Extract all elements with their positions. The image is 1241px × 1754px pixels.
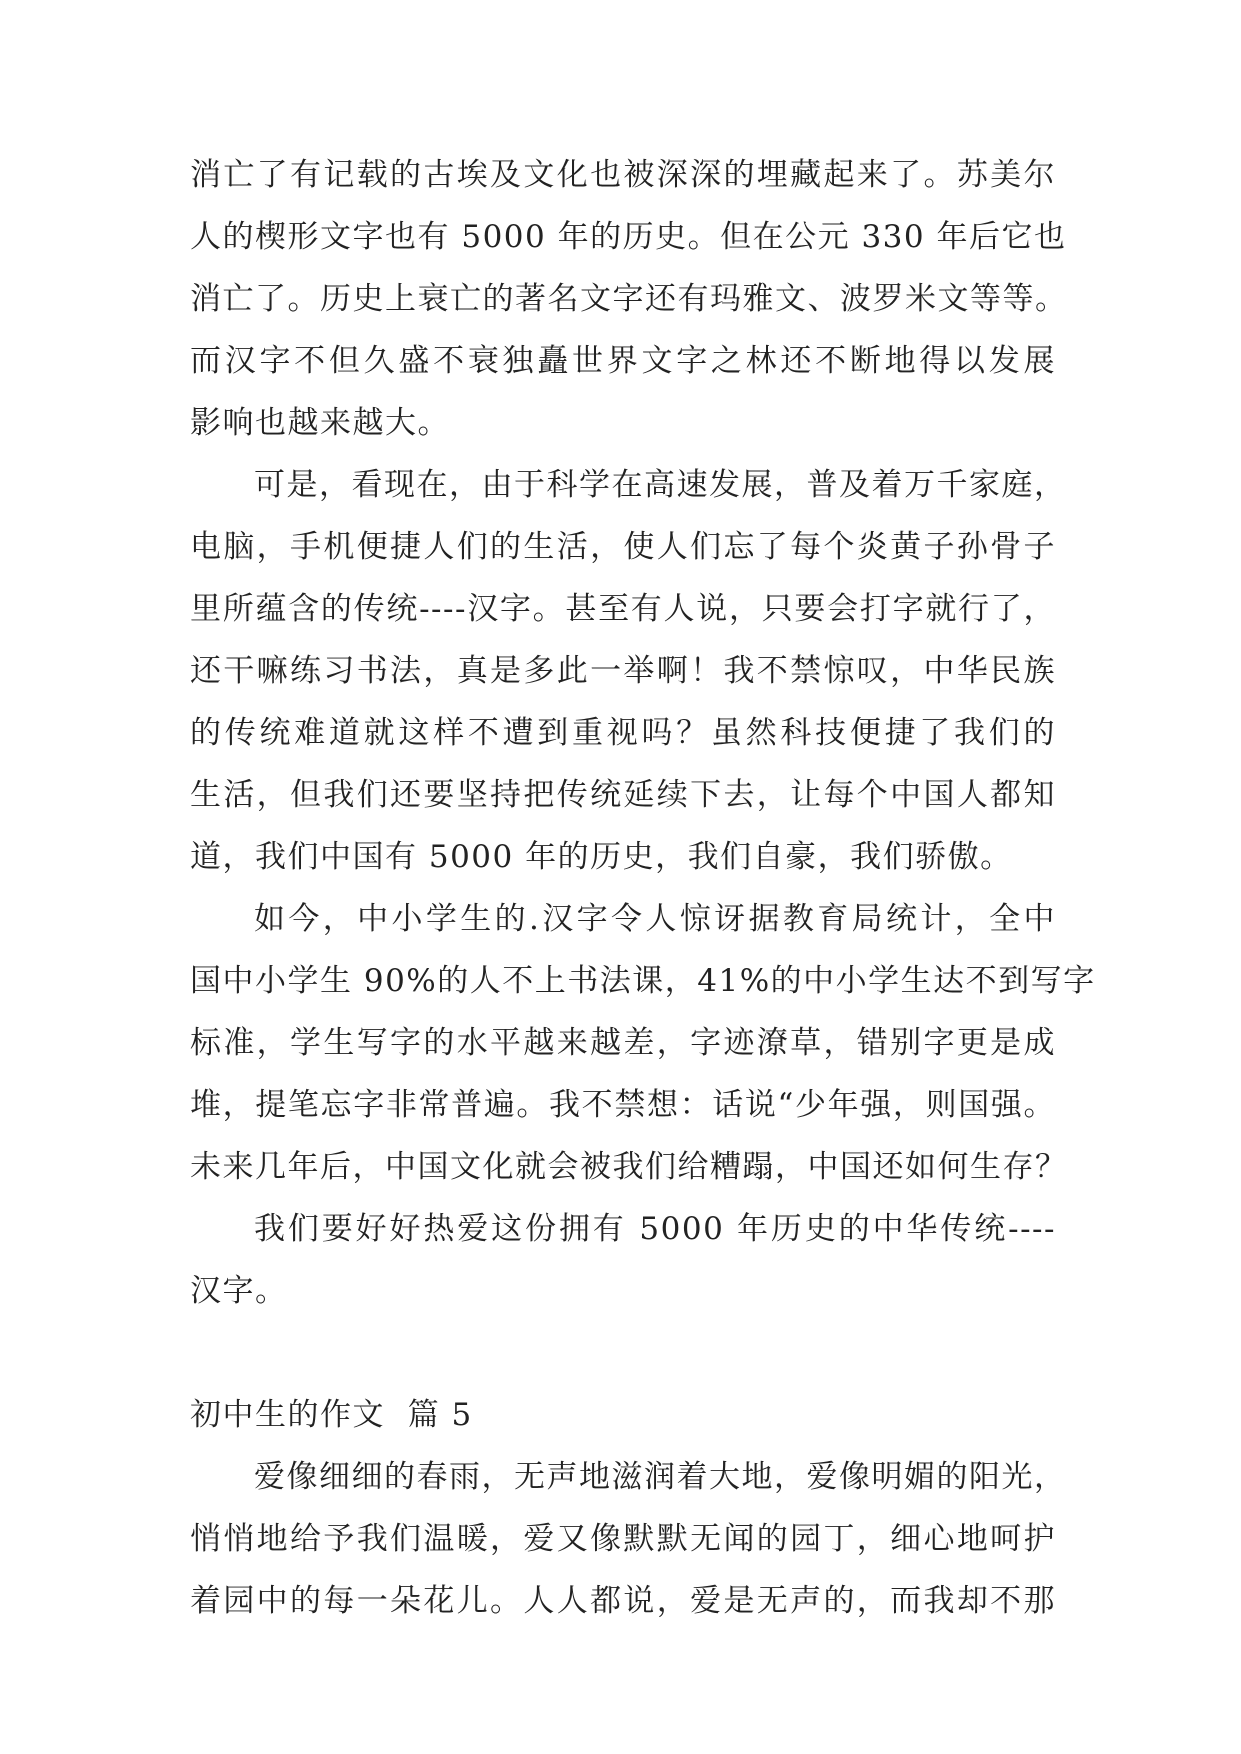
section-title: 初中生的作文 篇 5 xyxy=(190,1397,473,1433)
paragraph-line: 汉字。 xyxy=(190,1273,288,1309)
paragraph-1 xyxy=(190,144,1068,454)
paragraph-line: 着园中的每一朵花儿。人人都说，爱是无声的，而我却不那 xyxy=(190,1583,1056,1619)
paragraph-line: 爱像细细的春雨，无声地滋润着大地，爱像明媚的阳光， xyxy=(254,1459,1067,1495)
paragraph-line: 悄悄地给予我们温暖，爱又像默默无闻的园丁，细心地呵护 xyxy=(190,1521,1056,1557)
paragraph-line: 我们要好好热爱这份拥有 5000 年历史的中华传统---- xyxy=(254,1211,1056,1247)
paragraph-line: 的传统难道就这样不遭到重视吗？虽然科技便捷了我们的 xyxy=(190,715,1056,751)
paragraph-line: 消亡了。历史上衰亡的著名文字还有玛雅文、波罗米文等等。 xyxy=(190,281,1068,317)
paragraph-line: 国中小学生 90%的人不上书法课，41%的中小学生达不到写字 xyxy=(190,963,1096,999)
paragraph-line: 道，我们中国有 5000 年的历史，我们自豪，我们骄傲。 xyxy=(190,839,1013,875)
paragraph-line: 电脑，手机便捷人们的生活，使人们忘了每个炎黄子孙骨子 xyxy=(190,529,1056,565)
paragraph-line: 堆，提笔忘字非常普遍。我不禁想：话说“少年强，则国强。 xyxy=(190,1087,1056,1123)
section-spacer xyxy=(190,1322,1056,1384)
paragraph-line: 而汉字不但久盛不衰独矗世界文字之林还不断地得以发展 xyxy=(190,343,1056,379)
paragraph-line: 如今，中小学生的.汉字令人惊讶据教育局统计，全中 xyxy=(254,901,1056,937)
paragraph-line: 里所蕴含的传统----汉字。甚至有人说，只要会打字就行了， xyxy=(190,591,1056,627)
paragraph-3 xyxy=(190,888,1096,1198)
paragraph-line: 消亡了有记载的古埃及文化也被深深的埋藏起来了。苏美尔 xyxy=(190,157,1056,193)
paragraph-5 xyxy=(190,1446,1067,1632)
paragraph-line: 标准，学生写字的水平越来越差，字迹潦草，错别字更是成 xyxy=(190,1025,1056,1061)
paragraph-line: 还干嘛练习书法，真是多此一举啊！我不禁惊叹，中华民族 xyxy=(190,653,1056,689)
paragraph-line: 影响也越来越大。 xyxy=(190,405,450,441)
paragraph-line: 人的楔形文字也有 5000 年的历史。但在公元 330 年后它也 xyxy=(190,219,1067,255)
paragraph-line: 未来几年后，中国文化就会被我们给糟蹋，中国还如何生存？ xyxy=(190,1149,1068,1185)
paragraph-4 xyxy=(190,1198,1056,1322)
paragraph-2 xyxy=(190,454,1067,888)
paragraph-line: 生活，但我们还要坚持把传统延续下去，让每个中国人都知 xyxy=(190,777,1056,813)
document-body xyxy=(190,144,1096,1632)
paragraph-line: 可是，看现在，由于科学在高速发展，普及着万千家庭， xyxy=(254,467,1067,503)
